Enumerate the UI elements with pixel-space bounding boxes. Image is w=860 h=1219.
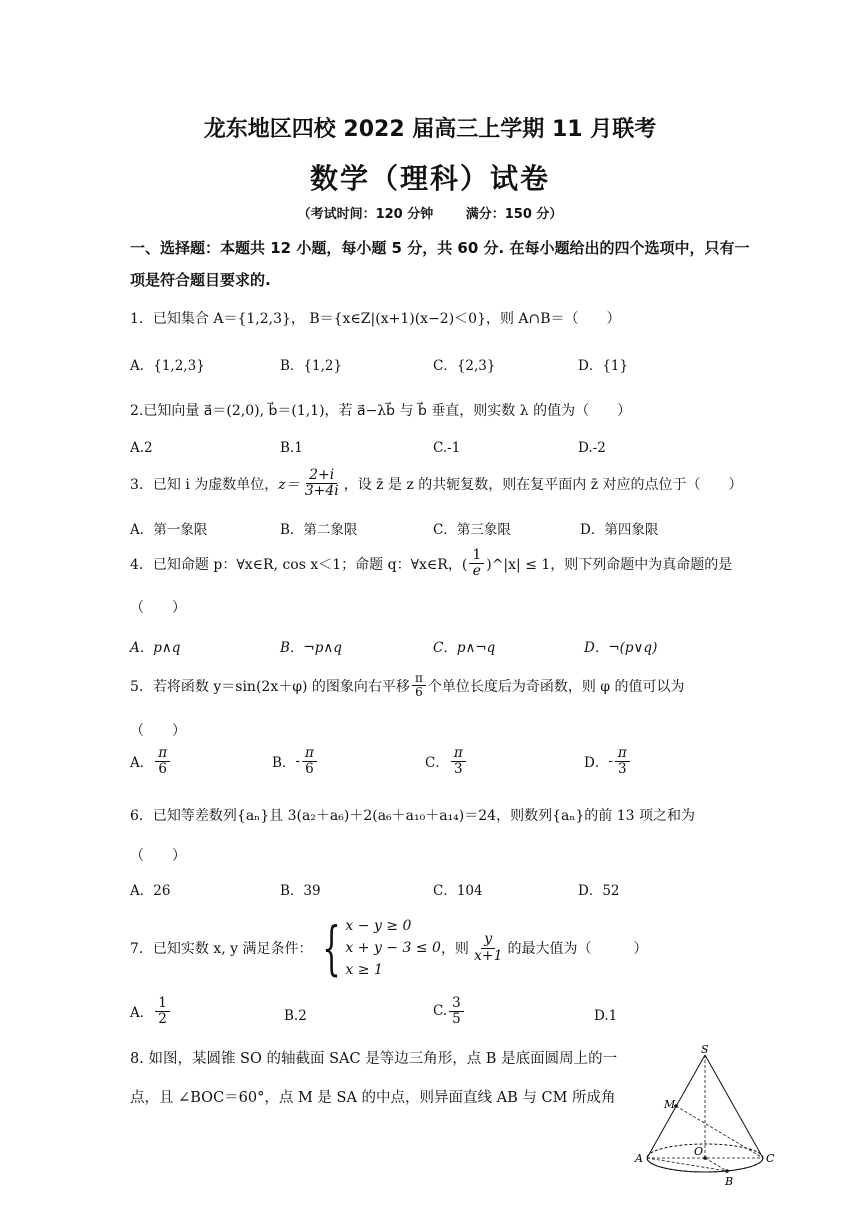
q5-option-c-label: C．: [425, 755, 449, 772]
q4-suffix: )^|x| ≤ 1，则下列命题中为真命题的是: [486, 556, 733, 573]
exam-score: 满分：150 分）: [465, 207, 563, 222]
q3-suffix: ，设 z̄ 是 z 的共轭复数，则在复平面内 z̄ 对应的点位于（ ）: [343, 476, 743, 493]
label-s: S: [701, 1045, 709, 1056]
q2-option-c: C.-1: [433, 440, 461, 456]
q3-denominator: 3+4i: [304, 483, 339, 500]
point-b: [725, 1169, 729, 1173]
q5-option-d-fraction: [615, 746, 630, 777]
question-1: 1．已知集合 A＝{1,2,3}， B＝{x∈Z|(x+1)(x−2)＜0}，则 A∩B＝（ ）: [130, 311, 621, 327]
q5-option-b-label: B．: [272, 755, 296, 772]
q5-option-d: [584, 746, 632, 777]
q5-prefix: 5．若将函数 y＝sin(2x＋φ) 的图象向右平移: [130, 678, 410, 695]
segment-cm: [676, 1106, 763, 1158]
q7-option-c-fraction: [449, 996, 464, 1027]
label-o: O: [694, 1145, 704, 1158]
q5-option-c: [425, 746, 468, 777]
q3-z: z＝: [278, 476, 300, 493]
q4-numerator: 1: [469, 548, 484, 564]
q7-numerator: y: [481, 932, 495, 948]
q3-option-b: B．第二象限: [280, 522, 358, 538]
question-8-line1: 8. 如图，某圆锥 SO 的轴截面 SAC 是等边三角形，点 B 是底面圆周上的一: [130, 1051, 618, 1067]
q6-option-b: B．39: [280, 883, 321, 899]
q7-option-b: B.2: [284, 1008, 307, 1024]
q3-numerator: 2+i: [306, 468, 337, 484]
q5-option-b-fraction: [302, 746, 317, 777]
section-heading-line2: 项是符合题目要求的.: [130, 271, 271, 289]
q7-denominator: x+1: [473, 947, 503, 964]
q5-option-c-den: 3: [453, 760, 463, 777]
q5-option-d-label: D．: [584, 755, 609, 772]
point-o: [703, 1156, 707, 1160]
q5-option-a: [130, 746, 172, 777]
question-2: 2.已知向量 a⃗＝(2,0), b⃗＝(1,1)，若 a⃗−λb⃗ 与 b⃗ 垂直，则实数 λ 的值为（ ）: [130, 403, 632, 419]
q7-option-a-fraction: [155, 996, 170, 1027]
q1-option-d: D．{1}: [578, 358, 629, 374]
label-b: B: [725, 1175, 734, 1188]
q5-option-b-sign: -: [295, 753, 300, 770]
q6-option-c: C．104: [433, 883, 483, 899]
q7-option-c-label: C.: [433, 1003, 448, 1020]
q7-option-a-den: 2: [158, 1010, 167, 1027]
section-heading-line1: 一、选择题：本题共 12 小题，每小题 5 分，共 60 分. 在每小题给出的四个选项中，只有一: [130, 239, 750, 257]
q4-option-a: A．p∧q: [130, 640, 181, 656]
q4-paren: （ ）: [130, 600, 186, 616]
q1-option-a: A．{1,2,3}: [130, 358, 205, 374]
exam-subtitle: 数学（理科）试卷: [309, 162, 550, 195]
q7-option-d: D.1: [594, 1008, 618, 1024]
base-ellipse-front: [647, 1158, 763, 1172]
q5-option-d-den: 3: [618, 760, 627, 777]
q5-option-d-sign: -: [608, 753, 613, 770]
question-4: [130, 548, 732, 580]
q3-option-a: A．第一象限: [130, 522, 208, 538]
q7-brace: {: [321, 914, 341, 982]
q5-option-a-num: π: [155, 746, 170, 762]
q5-option-c-fraction: [451, 746, 466, 777]
q7-constraint-3: x ≥ 1: [345, 962, 383, 978]
segment-ab: [647, 1158, 727, 1171]
q5-option-b: [272, 746, 319, 777]
q5-option-b-den: 6: [305, 760, 314, 777]
q7-constraint-1: x − y ≥ 0: [345, 918, 412, 934]
q1-option-c: C．{2,3}: [433, 358, 496, 374]
q7-option-a: [130, 996, 172, 1027]
exam-title: 龙东地区四校 2022 届高三上学期 11 月联考: [203, 117, 657, 142]
q5-option-c-num: π: [451, 746, 466, 762]
label-a: A: [635, 1152, 643, 1165]
q1-option-b: B．{1,2}: [280, 358, 343, 374]
q3-fraction: [302, 468, 342, 500]
question-3: [130, 468, 743, 500]
q5-paren: （ ）: [130, 723, 186, 739]
question-6: 6．已知等差数列{aₙ}且 3(a₂＋a₆)＋2(a₆＋a₁₀＋a₁₄)＝24，则数列{aₙ}的前 13 项之和为: [130, 808, 696, 824]
q7-mid: ，则: [440, 941, 469, 957]
q7-option-a-num: 1: [155, 996, 170, 1012]
question-8-line2: 点，且 ∠BOC＝60°，点 M 是 SA 的中点，则异面直线 AB 与 CM 所成角: [130, 1090, 616, 1106]
q7-suffix: 的最大值为（ ）: [507, 941, 648, 957]
q4-fraction: [469, 548, 484, 580]
q3-option-d: D．第四象限: [580, 522, 659, 538]
q6-option-a: A．26: [130, 883, 171, 899]
q7-constraint-system: [313, 914, 441, 982]
q2-option-d: D.-2: [578, 440, 606, 456]
question-5: [130, 672, 685, 699]
q5-suffix: 个单位长度后为奇函数，则 φ 的值可以为: [427, 678, 685, 695]
q4-option-c: C．p∧¬q: [433, 640, 496, 656]
q5-option-a-fraction: [155, 746, 170, 777]
q3-prefix: 3．已知 i 为虚数单位，: [130, 476, 279, 493]
q7-prefix: 7．已知实数 x, y 满足条件：: [130, 941, 313, 957]
cone-figure: [630, 1045, 780, 1215]
q5-numerator: π: [412, 672, 426, 686]
q5-option-b-num: π: [302, 746, 317, 762]
label-m: M: [664, 1098, 676, 1111]
q7-option-c: [433, 996, 466, 1027]
q5-option-d-num: π: [615, 746, 630, 762]
q6-paren: （ ）: [130, 848, 186, 864]
q2-option-b: B.1: [280, 440, 303, 456]
q7-option-c-den: 5: [452, 1010, 461, 1027]
q5-denominator: 6: [415, 685, 423, 700]
q3-option-c: C．第三象限: [433, 522, 511, 538]
q7-option-c-num: 3: [449, 996, 464, 1012]
exam-time: （考试时间：120 分钟: [297, 207, 434, 222]
question-7: [130, 908, 647, 988]
q4-option-b: B．¬p∧q: [280, 640, 342, 656]
q7-fraction: [471, 932, 506, 964]
q4-prefix: 4．已知命题 p：∀x∈R, cos x＜1；命题 q：∀x∈R，(: [130, 556, 468, 573]
q6-option-d: D．52: [578, 883, 620, 899]
segment-ob: [705, 1158, 727, 1171]
q7-constraint-2: x + y − 3 ≤ 0: [345, 940, 441, 956]
q2-option-a: A.2: [130, 440, 153, 456]
q5-option-a-label: A．: [130, 755, 154, 772]
q4-denominator: e: [472, 563, 481, 580]
q5-fraction: [412, 672, 426, 699]
exam-info: [0, 203, 860, 222]
q4-option-d: D．¬(p∨q): [584, 640, 658, 656]
label-c: C: [766, 1152, 775, 1165]
q7-option-a-label: A．: [130, 1005, 154, 1022]
generatrix-sc: [705, 1055, 763, 1158]
q5-option-a-den: 6: [158, 760, 167, 777]
